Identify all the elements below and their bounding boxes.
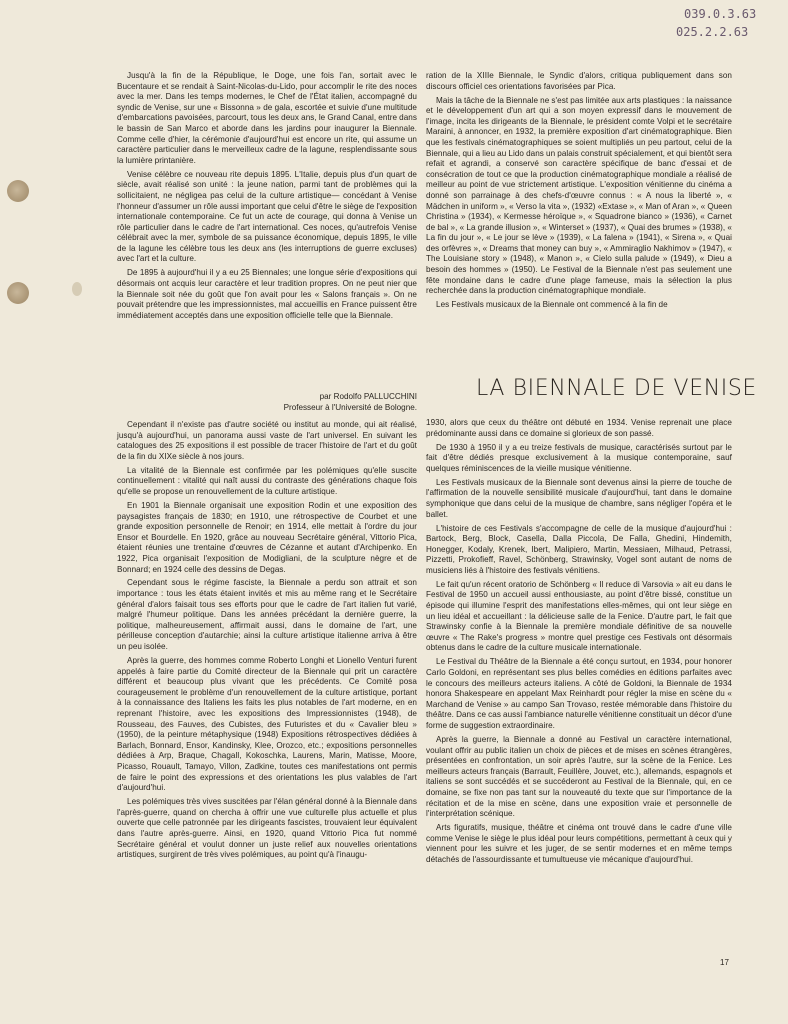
paragraph: Les Festivals musicaux de la Biennale ont commencé à la fin de bbox=[436, 300, 668, 310]
column-top-left bbox=[117, 71, 417, 325]
column-top-right bbox=[426, 71, 732, 314]
article-title: LA BIENNALE DE VENISE bbox=[476, 376, 757, 401]
page-number: 17 bbox=[720, 958, 729, 967]
paragraph: De 1895 à aujourd'hui il y a eu 25 Biennales; une longue série d'expositions qui désormais ont acquis leur caractère et leur tradition propres. On ne peut nier que la Biennale soit née du goût que l'on avait pour les « Salons français ». On ne pouvait prétendre que les impressionnistes, mal accueillis en France puissent être immédiatement acceptés dans une exposition officielle telle que la Biennale. bbox=[117, 268, 417, 320]
archive-ref-1: 039.0.3.63 bbox=[684, 7, 757, 21]
paragraph: 1930, alors que ceux du théâtre ont débuté en 1934. Venise reprenait une place prédominante aussi dans ce domaine si glorieux de son passé. bbox=[426, 418, 732, 438]
paragraph: De 1930 à 1950 il y a eu treize festivals de musique, caractérisés surtout par le fait d'être dédiés presque exclusivement à la musique contemporaine, sauf quelques réminiscences de la vieille musique vénitienne. bbox=[426, 442, 732, 473]
paragraph: Les polémiques très vives suscitées par l'élan général donné à la Biennale dans l'après-guerre, quand on chercha à offrir une vue culturelle plus actuelle et plus ouverte que celle patronnée par les dirigeants fascistes, trouvaient leur équivalent dans l'autre après-guerre. Ainsi, en 1920, quand Vittorio Pica fut nommé Secrétaire général et voulut donner un juste relief aux nouvelles orientations artistiques, surgirent de très vives polémiques, au point qu'à l'inaugu- bbox=[117, 797, 417, 860]
paragraph: ration de la XIIIe Biennale, le Syndic d'alors, critiqua publiquement dans son discours officiel ces orientations favorisées par Pica. bbox=[426, 71, 732, 91]
author-role: Professeur à l'Université de Bologne. bbox=[283, 402, 417, 412]
column-bottom-left bbox=[117, 420, 417, 864]
paragraph: Venise célèbre ce nouveau rite depuis 1895. L'Italie, depuis plus d'un quart de siècle, avait réalisé son unité : la jeune nation, parmi tant de problèmes qui la sollicitaient, ne négligea pas celui de la culture artistique— concédant à Venise l'honneur d'assumer un rôle aussi important que celui d'être le siège de l'exposition internationale contemporaine. Ce fut un acte de courage, qui donna à Venise un rôle particulier dans le cadre de l'art international. Ces noces, qu'autrefois Venise célébrait avec la mer, symbole de sa puissance économique, depuis 1895, le ville de la lagune les célèbre tous les deux ans (les interruptions de guerre excluses) avec l'art et la culture. bbox=[117, 169, 417, 264]
paragraph: En 1901 la Biennale organisait une exposition Rodin et une exposition des paysagistes français de 1830; en 1910, une rétrospective de Courbet et une grande exposition personnelle de Renoir; en 1914, elle mettait à l'ordre du jour Ensor et Bourdelle. En 1920, grâce au nouveau Secrétaire général, Vittorio Pica, étaient réunies une trentaine d'œuvres de Cézanne et autant d'Archipenko. En 1922, Pica organisait l'exposition de Modigliani, de la sculpture nègre et de Bonnard; en 1924 celle des dessins de Degas. bbox=[117, 500, 417, 574]
paragraph: L'histoire de ces Festivals s'accompagne de celle de la musique d'aujourd'hui : Bartock, Berg, Block, Casella, Dalla Piccola, De Falla, Ghedini, Hindemith, Honegger, Kodaly, Krenek, Ibert, Malipiero, Martin, Messiaen, Milhaud, Petrassi, Pizzetti, Prokofieff, Ravel, Schönberg, Strawinsky, Vogel sont autant de noms de musiciens liés à l'histoire des festivals vénitiens. bbox=[426, 523, 732, 575]
paragraph: La vitalité de la Biennale est confirmée par les polémiques qu'elle suscite continuellement : vitalité qui naît aussi du contraste des générations chaque fois qu'elle se propose un renouvellement de la culture artistique. bbox=[117, 465, 417, 496]
paragraph: Après la guerre, la Biennale a donné au Festival un caractère international, voulant offrir au public italien un choix de pièces et de mises en scènes étrangères, présentées en confrontation, un soir après l'autre, sur la scène de la Fenice. Les meilleurs acteurs français (Barrault, Feuillère, Jouvet, etc.), allemands, espagnols et italiens se sont succédés et se succéderont au Festival de la Biennale, qui, en ce domaine, se fixe non pas tant sur la nouveauté du texte que sur l'importance de la récitation et de la mise en scène, dans une exposition vraie et personnelle de l'interprétation scénique. bbox=[426, 734, 732, 819]
paragraph: Mais la tâche de la Biennale ne s'est pas limitée aux arts plastiques : la naissance et le développement d'un art qui a son moyen expressif dans le mouvement de l'image, incita les dirigeants de la Biennale, le président comte Volpi et le secrétaire Maraini, à annoncer, en 1932, la première exposition d'art cinématographique. Bien que les festivals cinématographiques se soient multipliés un peu partout, celui de la Biennale, qui a lieu au Lido dans un palais construit spécialement, et qui bientôt sera refait et agrandi, a conservé son caractère spécifique de banc d'essai et de consécration de tout ce que la production cinématographique mondiale a réalisé de meilleur au point de vue strictement artistique. L'exposition vénitienne du cinéma a donné son parrainage à des chefs-d'œuvre connus : « A nous la liberté », « Mädchen in uniform », « Verso la vita », (1932) «Extase », « Man of Aran », « Queen Christina » (1934), « Kermesse héroïque », « Squadrone bianco » (1936), « Carnet de bal », « La grande illusion », « Winterset » (1937), « Quai des brumes » (1938), « La fin du jour », « Le jour se lève » (1939), « La falena » (1941), « Sirena », « Quai des orfèvres », « Dreams that money can buy », « Ammiraglio Nakhimov » (1947), « The Louisiane story » (1948), « Manon », « Cielo sulla palude » (1949), « Dieu a besoin des hommes » (1950). Le Festival de la Biennale n'est pas seulement une fête mondaine dans le cadre d'une plage fameuse, mais la sélection la plus recherchée dans la production cinématographique mondiale. bbox=[426, 95, 732, 296]
byline bbox=[117, 392, 417, 413]
paragraph: Les Festivals musicaux de la Biennale sont devenus ainsi la pierre de touche de l'affirmation de la nouvelle sensibilité musicale d'aujourd'hui, tant dans le domaine symphonique que dans celui de la musique de chambre, sans négliger l'opéra et le ballet. bbox=[426, 477, 732, 519]
paper-stain bbox=[72, 282, 82, 296]
author-name: par Rodolfo PALLUCCHINI bbox=[319, 392, 417, 401]
paragraph: Arts figuratifs, musique, théâtre et cinéma ont trouvé dans le cadre d'une ville comme Venise le siège le plus idéal pour leurs compétitions, permettant à ceux qui y viennent pour les suivre et les juger, de se sentir modernes et en même temps détachés de l'assourdissante et tumultueuse vie mécanique d'aujourd'hui. bbox=[426, 823, 732, 864]
column-bottom-right bbox=[426, 418, 732, 869]
paragraph: Cependant sous le régime fasciste, la Biennale a perdu son attrait et son importance : tous les états étaient invités et mis au même rang et le Secrétaire général d'alors faisait tous ses efforts pour que le cadre de l'art italien fut varié, malgré l'humeur politique. Dans les années précédant la dernière guerre, la politique, malheureusement, affirmait aussi, dans le domaine de l'art, une périlleuse conception d'autarchie; ainsi la culture artistique italienne arriva à être un peu isolée. bbox=[117, 578, 417, 652]
binder-hole-top bbox=[7, 180, 29, 202]
paragraph: Le Festival du Théâtre de la Biennale a été conçu surtout, en 1934, pour honorer Carlo Goldoni, en représentant ses plus belles comédies en éditions parfaites avec le concours des meilleurs acteurs italiens. A côté de Goldoni, la Biennale de 1934 honora Shakespeare en appelant Max Reinhardt pour régler la mise en scène du « Marchand de Venise » au campo San Trovaso, restée mémorable dans l'histoire du théâtre. Dans ce cas aussi l'ambiance naturelle vénitienne constituait un décor d'une forme de suggestion extraordinaire. bbox=[426, 657, 732, 730]
paragraph: Jusqu'à la fin de la République, le Doge, une fois l'an, sortait avec le Bucentaure et se rendait à Saint-Nicolas-du-Lido, pour accomplir le rite des noces avec la mer. Dans les temps modernes, le Chef de l'État italien, accompagné du syndic de Venise, sur une « Bissonna » de gala, escortée et suivie d'une multitude d'embarcations pavoisées, parcourt, tous les deux ans, le Grand Canal, entre dans le bassin de San Marco et aborde dans les jardins pour inaugurer la Biennale. Comme celle d'hier, la cérémonie d'aujourd'hui est encore un rite, qui assume un caractère particulier dans le merveilleux cadre de la lagune, resplendissante sous la lumière printanière. bbox=[117, 71, 417, 165]
archive-ref-2: 025.2.2.63 bbox=[676, 25, 749, 39]
paragraph: Après la guerre, des hommes comme Roberto Longhi et Lionello Venturi furent appelés à faire partie du Comité directeur de la Biennale qui prit un caractère différent et beaucoup plus vivant que les précédents. Ce Comité posa courageusement le problème d'un renouvellement de la culture artistique, portant à la connaissance des Italiens les faits les plus notables de l'art moderne, en en reprenant l'histoire, avec les expositions des Impressionnistes (1948), de Rousseau, des Fauves, des Cubistes, des Futuristes et du « Cavalier bleu » (1950), de la peinture métaphysique (1948) Expositions rétrospectives dédiées à Barlach, Bonnard, Ensor, Kandinsky, Klee, Orozco, etc.; expositions personnelles dédiées à Arp, Braque, Chagall, Kokoschka, Laurens, Marin, Matisse, Moore, Picasso, Rouault, Tamayo, Villon, Zadkine, toutes ces manifestations ont permis de faire le point des expressions et des orientations les plus valables de l'art d'aujourd'hui. bbox=[117, 656, 417, 793]
binder-hole-bottom bbox=[7, 282, 29, 304]
paragraph: Le fait qu'un récent oratorio de Schönberg « Il reduce di Varsovia » ait eu dans le Festival de 1950 un accueil aussi enthousiaste, au point d'être bissé, constitue un épisode qui illumine l'esprit des manifestations elles-mêmes, qui ont leur siège en un lieu idéal et accueillant : la délicieuse salle de la Fenice. D'autre part, le fait que Strawinsky confie à la Biennale la première mondiale définitive de sa nouvelle œuvre « The Rake's progress » montre quel prestige ces Festivals ont désormais obtenus dans le cadre de la culture musicale internationale. bbox=[426, 579, 732, 653]
paragraph: Cependant il n'existe pas d'autre société ou institut au monde, qui ait réalisé, jusqu'à aujourd'hui, un panorama aussi vaste de l'art universel. En suivant les catalogues des 25 expositions il est possible de tracer l'histoire de l'art et du goût de la fin du XIXe siècle à nos jours. bbox=[117, 420, 417, 461]
